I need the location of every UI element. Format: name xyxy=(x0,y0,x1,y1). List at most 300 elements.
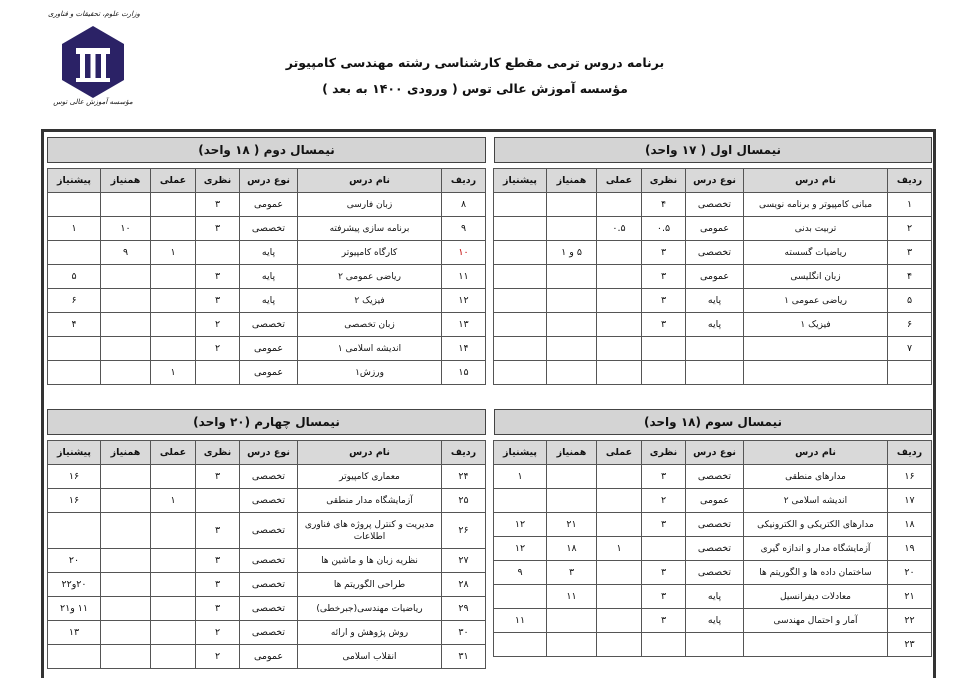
corequisite-cell xyxy=(547,337,597,361)
course-name-cell: مبانی کامپیوتر و برنامه نویسی xyxy=(744,193,888,217)
prerequisite-cell xyxy=(48,361,101,385)
row-number-cell: ۴ xyxy=(888,265,932,289)
semester-1-section xyxy=(494,137,932,385)
prerequisite-cell: ۱۲ xyxy=(494,537,547,561)
semester-1-table xyxy=(493,168,932,385)
course-name-cell xyxy=(744,633,888,657)
prerequisite-cell: ۴ xyxy=(48,313,101,337)
course-type-cell: پایه xyxy=(240,265,298,289)
corequisite-cell: ۳ xyxy=(547,561,597,585)
table-header-row xyxy=(48,441,486,465)
theory-units-cell: ۳ xyxy=(196,465,240,489)
column-header-corequisite: همنیاز xyxy=(101,169,151,193)
corequisite-cell xyxy=(547,361,597,385)
row-number-cell: ۳۱ xyxy=(442,645,486,669)
course-name-cell xyxy=(744,337,888,361)
course-type-cell: تخصصی xyxy=(686,241,744,265)
row-number-cell: ۱۵ xyxy=(442,361,486,385)
theory-units-cell: ۳ xyxy=(196,289,240,313)
row-number-cell: ۲۷ xyxy=(442,549,486,573)
table-row xyxy=(48,361,486,385)
table-row xyxy=(48,265,486,289)
table-row xyxy=(494,465,932,489)
column-header-row-number: ردیف xyxy=(888,441,932,465)
theory-units-cell xyxy=(642,633,686,657)
prerequisite-cell xyxy=(48,193,101,217)
theory-units-cell: ۲ xyxy=(196,337,240,361)
prerequisite-cell: ۱۶ xyxy=(48,465,101,489)
table-row xyxy=(48,549,486,573)
course-type-cell: عمومی xyxy=(240,645,298,669)
course-type-cell: تخصصی xyxy=(240,489,298,513)
course-type-cell: تخصصی xyxy=(240,217,298,241)
corequisite-cell: ۵ و ۱ xyxy=(547,241,597,265)
theory-units-cell: ۳ xyxy=(196,513,240,549)
corequisite-cell: ۹ xyxy=(101,241,151,265)
course-type-cell: تخصصی xyxy=(240,465,298,489)
column-header-corequisite: همنیاز xyxy=(547,169,597,193)
prerequisite-cell: ۹ xyxy=(494,561,547,585)
practical-units-cell xyxy=(597,313,642,337)
theory-units-cell: ۰.۵ xyxy=(642,217,686,241)
theory-units-cell xyxy=(642,537,686,561)
theory-units-cell: ۳ xyxy=(642,513,686,537)
course-type-cell: عمومی xyxy=(240,337,298,361)
column-header-practical-units: عملی xyxy=(151,441,196,465)
column-header-prerequisite: پیشنیاز xyxy=(494,169,547,193)
row-number-cell: ۱۸ xyxy=(888,513,932,537)
course-type-cell xyxy=(686,361,744,385)
course-type-cell: عمومی xyxy=(240,361,298,385)
prerequisite-cell xyxy=(494,585,547,609)
prerequisite-cell xyxy=(48,513,101,549)
column-header-prerequisite: پیشنیاز xyxy=(48,441,101,465)
practical-units-cell xyxy=(597,337,642,361)
row-number-cell: ۷ xyxy=(888,337,932,361)
table-row xyxy=(48,573,486,597)
course-type-cell: تخصصی xyxy=(686,513,744,537)
practical-units-cell xyxy=(597,465,642,489)
theory-units-cell: ۲ xyxy=(196,645,240,669)
row-number-cell: ۲۱ xyxy=(888,585,932,609)
semester-4-table xyxy=(47,440,486,669)
practical-units-cell xyxy=(597,633,642,657)
practical-units-cell xyxy=(597,585,642,609)
column-header-row-number: ردیف xyxy=(442,169,486,193)
semester-4-section xyxy=(47,409,486,669)
column-header-course-name: نام درس xyxy=(298,169,442,193)
prerequisite-cell xyxy=(48,645,101,669)
prerequisite-cell: ۱۶ xyxy=(48,489,101,513)
table-row xyxy=(48,193,486,217)
course-name-cell: مدارهای منطقی xyxy=(744,465,888,489)
institute-label: مؤسسه آموزش عالی توس xyxy=(53,98,133,106)
corequisite-cell xyxy=(101,549,151,573)
table-row xyxy=(494,193,932,217)
course-name-cell: ریاضی عمومی ۲ xyxy=(298,265,442,289)
theory-units-cell: ۳ xyxy=(642,289,686,313)
page-title: برنامه دروس ترمی مقطع کارشناسی رشته مهندسی کامپیوتر xyxy=(285,55,665,70)
prerequisite-cell: ۱۱ و۲۱ xyxy=(48,597,101,621)
prerequisite-cell xyxy=(48,241,101,265)
practical-units-cell: ۱ xyxy=(151,361,196,385)
row-number-cell xyxy=(888,361,932,385)
theory-units-cell: ۳ xyxy=(196,549,240,573)
prerequisite-cell xyxy=(494,633,547,657)
practical-units-cell: ۱ xyxy=(597,537,642,561)
corequisite-cell xyxy=(101,621,151,645)
prerequisite-cell: ۱ xyxy=(494,465,547,489)
ministry-label: وزارت علوم، تحقیقات و فناوری xyxy=(48,10,140,18)
table-row xyxy=(48,513,486,549)
course-name-cell: اندیشه اسلامی ۲ xyxy=(744,489,888,513)
course-type-cell: تخصصی xyxy=(686,537,744,561)
column-header-course-type: نوع درس xyxy=(686,169,744,193)
course-type-cell: تخصصی xyxy=(240,597,298,621)
prerequisite-cell xyxy=(48,337,101,361)
course-type-cell: تخصصی xyxy=(240,573,298,597)
corequisite-cell xyxy=(101,265,151,289)
prerequisite-cell xyxy=(494,289,547,313)
course-name-cell: مدیریت و کنترل پروژه های فناوری اطلاعات xyxy=(298,513,442,549)
course-type-cell: پایه xyxy=(240,289,298,313)
theory-units-cell xyxy=(642,337,686,361)
row-number-cell: ۲۰ xyxy=(888,561,932,585)
practical-units-cell xyxy=(151,193,196,217)
column-header-practical-units: عملی xyxy=(597,441,642,465)
practical-units-cell xyxy=(151,621,196,645)
corequisite-cell: ۱۰ xyxy=(101,217,151,241)
corequisite-cell: ۲۱ xyxy=(547,513,597,537)
table-row xyxy=(494,337,932,361)
prerequisite-cell: ۱۲ xyxy=(494,513,547,537)
row-number-cell: ۲۶ xyxy=(442,513,486,549)
row-number-cell: ۲۹ xyxy=(442,597,486,621)
practical-units-cell xyxy=(597,265,642,289)
row-number-cell: ۲۳ xyxy=(888,633,932,657)
course-type-cell: پایه xyxy=(686,585,744,609)
practical-units-cell: ۱ xyxy=(151,241,196,265)
course-name-cell: آزمایشگاه مدار منطقی xyxy=(298,489,442,513)
table-row xyxy=(494,265,932,289)
table-row xyxy=(48,597,486,621)
theory-units-cell: ۳ xyxy=(642,241,686,265)
row-number-cell: ۵ xyxy=(888,289,932,313)
corequisite-cell xyxy=(547,313,597,337)
course-name-cell: تربیت بدنی xyxy=(744,217,888,241)
semester-1-title: نیمسال اول ( ۱۷ واحد) xyxy=(494,137,932,163)
course-name-cell: آزمایشگاه مدار و اندازه گیری xyxy=(744,537,888,561)
theory-units-cell: ۳ xyxy=(642,265,686,289)
row-number-cell: ۶ xyxy=(888,313,932,337)
course-name-cell: فیزیک ۱ xyxy=(744,313,888,337)
theory-units-cell xyxy=(196,241,240,265)
semester-2-section xyxy=(47,137,486,385)
theory-units-cell: ۳ xyxy=(642,609,686,633)
course-name-cell: اندیشه اسلامی ۱ xyxy=(298,337,442,361)
practical-units-cell xyxy=(151,289,196,313)
table-row xyxy=(494,217,932,241)
course-type-cell: پایه xyxy=(686,289,744,313)
row-number-cell: ۸ xyxy=(442,193,486,217)
theory-units-cell xyxy=(196,489,240,513)
column-header-course-type: نوع درس xyxy=(240,169,298,193)
course-type-cell: عمومی xyxy=(240,193,298,217)
row-number-cell: ۱۶ xyxy=(888,465,932,489)
theory-units-cell: ۳ xyxy=(642,585,686,609)
practical-units-cell xyxy=(151,573,196,597)
theory-units-cell xyxy=(642,361,686,385)
theory-units-cell: ۲ xyxy=(196,313,240,337)
prerequisite-cell xyxy=(494,217,547,241)
theory-units-cell: ۴ xyxy=(642,193,686,217)
theory-units-cell: ۳ xyxy=(642,561,686,585)
column-header-row-number: ردیف xyxy=(442,441,486,465)
corequisite-cell xyxy=(101,465,151,489)
prerequisite-cell: ۱۳ xyxy=(48,621,101,645)
semester-3-title: نیمسال سوم (۱۸ واحد) xyxy=(494,409,932,435)
table-row xyxy=(494,289,932,313)
course-name-cell: ریاضیات مهندسی(جبرخطی) xyxy=(298,597,442,621)
corequisite-cell xyxy=(547,289,597,313)
practical-units-cell xyxy=(151,597,196,621)
theory-units-cell: ۲ xyxy=(642,489,686,513)
practical-units-cell: ۱ xyxy=(151,489,196,513)
table-row xyxy=(48,465,486,489)
table-row xyxy=(494,537,932,561)
corequisite-cell xyxy=(547,193,597,217)
course-type-cell: عمومی xyxy=(686,265,744,289)
row-number-cell: ۳۰ xyxy=(442,621,486,645)
course-name-cell: ریاضی عمومی ۱ xyxy=(744,289,888,313)
row-number-cell: ۲۸ xyxy=(442,573,486,597)
column-header-prerequisite: پیشنیاز xyxy=(494,441,547,465)
column-header-course-type: نوع درس xyxy=(686,441,744,465)
corequisite-cell xyxy=(547,489,597,513)
practical-units-cell xyxy=(597,609,642,633)
institute-logo xyxy=(48,10,138,110)
table-row xyxy=(48,289,486,313)
theory-units-cell: ۳ xyxy=(196,217,240,241)
course-name-cell: زبان انگلیسی xyxy=(744,265,888,289)
course-type-cell: عمومی xyxy=(686,217,744,241)
prerequisite-cell xyxy=(494,265,547,289)
practical-units-cell xyxy=(151,313,196,337)
practical-units-cell: ۰.۵ xyxy=(597,217,642,241)
corequisite-cell xyxy=(101,361,151,385)
practical-units-cell xyxy=(151,337,196,361)
corequisite-cell xyxy=(101,193,151,217)
course-name-cell: برنامه سازی پیشرفته xyxy=(298,217,442,241)
table-row xyxy=(494,513,932,537)
practical-units-cell xyxy=(597,241,642,265)
practical-units-cell xyxy=(151,513,196,549)
table-row xyxy=(494,361,932,385)
column-header-prerequisite: پیشنیاز xyxy=(48,169,101,193)
course-name-cell: معادلات دیفرانسیل xyxy=(744,585,888,609)
course-name-cell: زبان تخصصی xyxy=(298,313,442,337)
table-row xyxy=(494,609,932,633)
table-row xyxy=(494,585,932,609)
row-number-cell: ۱۰ xyxy=(442,241,486,265)
corequisite-cell xyxy=(547,633,597,657)
table-row xyxy=(494,561,932,585)
column-header-course-name: نام درس xyxy=(744,441,888,465)
prerequisite-cell: ۱۱ xyxy=(494,609,547,633)
prerequisite-cell: ۵ xyxy=(48,265,101,289)
course-type-cell: عمومی xyxy=(686,489,744,513)
semester-2-title: نیمسال دوم ( ۱۸ واحد) xyxy=(47,137,486,163)
corequisite-cell xyxy=(547,265,597,289)
column-header-row-number: ردیف xyxy=(888,169,932,193)
prerequisite-cell xyxy=(494,241,547,265)
table-row xyxy=(494,241,932,265)
row-number-cell: ۱۹ xyxy=(888,537,932,561)
corequisite-cell xyxy=(101,337,151,361)
column-header-course-name: نام درس xyxy=(744,169,888,193)
course-name-cell: آمار و احتمال مهندسی xyxy=(744,609,888,633)
table-row xyxy=(48,313,486,337)
course-type-cell: تخصصی xyxy=(686,465,744,489)
course-type-cell: تخصصی xyxy=(240,549,298,573)
row-number-cell: ۱۲ xyxy=(442,289,486,313)
corequisite-cell xyxy=(101,313,151,337)
practical-units-cell xyxy=(597,489,642,513)
table-row xyxy=(48,621,486,645)
semester-4-title: نیمسال چهارم (۲۰ واحد) xyxy=(47,409,486,435)
course-type-cell: تخصصی xyxy=(686,193,744,217)
table-row xyxy=(48,645,486,669)
practical-units-cell xyxy=(151,265,196,289)
course-name-cell: ریاضیات گسسته xyxy=(744,241,888,265)
theory-units-cell: ۲ xyxy=(196,621,240,645)
course-type-cell: تخصصی xyxy=(686,561,744,585)
corequisite-cell xyxy=(101,289,151,313)
corequisite-cell xyxy=(101,645,151,669)
row-number-cell: ۲ xyxy=(888,217,932,241)
theory-units-cell: ۳ xyxy=(196,265,240,289)
table-header-row xyxy=(494,441,932,465)
table-row xyxy=(48,241,486,265)
column-header-corequisite: همنیاز xyxy=(547,441,597,465)
practical-units-cell xyxy=(151,549,196,573)
theory-units-cell: ۳ xyxy=(196,573,240,597)
column-header-practical-units: عملی xyxy=(151,169,196,193)
row-number-cell: ۲۴ xyxy=(442,465,486,489)
table-header-row xyxy=(48,169,486,193)
prerequisite-cell xyxy=(494,489,547,513)
course-type-cell: پایه xyxy=(686,609,744,633)
table-row xyxy=(494,633,932,657)
row-number-cell: ۱۷ xyxy=(888,489,932,513)
row-number-cell: ۱ xyxy=(888,193,932,217)
prerequisite-cell xyxy=(494,361,547,385)
semester-3-table xyxy=(493,440,932,657)
practical-units-cell xyxy=(597,561,642,585)
course-name-cell: مدارهای الکتریکی و الکترونیکی xyxy=(744,513,888,537)
course-name-cell: معماری کامپیوتر xyxy=(298,465,442,489)
prerequisite-cell: ۶ xyxy=(48,289,101,313)
page-subtitle: مؤسسه آموزش عالی توس ( ورودی ۱۴۰۰ به بعد ) xyxy=(322,81,628,96)
practical-units-cell xyxy=(151,217,196,241)
semester-2-table xyxy=(47,168,486,385)
course-name-cell: فیزیک ۲ xyxy=(298,289,442,313)
table-row xyxy=(48,217,486,241)
table-row xyxy=(494,489,932,513)
course-name-cell: زبان فارسی xyxy=(298,193,442,217)
row-number-cell: ۳ xyxy=(888,241,932,265)
prerequisite-cell: ۱ xyxy=(48,217,101,241)
practical-units-cell xyxy=(597,361,642,385)
prerequisite-cell xyxy=(494,337,547,361)
course-name-cell xyxy=(744,361,888,385)
logo-emblem-icon xyxy=(62,26,124,98)
table-row xyxy=(48,489,486,513)
theory-units-cell: ۳ xyxy=(196,193,240,217)
practical-units-cell xyxy=(597,289,642,313)
theory-units-cell: ۳ xyxy=(196,597,240,621)
corequisite-cell: ۱۱ xyxy=(547,585,597,609)
column-header-theory-units: نظری xyxy=(642,441,686,465)
semester-3-section xyxy=(494,409,932,657)
corequisite-cell: ۱۸ xyxy=(547,537,597,561)
column-header-theory-units: نظری xyxy=(196,441,240,465)
course-type-cell: تخصصی xyxy=(240,621,298,645)
course-name-cell: ساختمان داده ها و الگوریتم ها xyxy=(744,561,888,585)
theory-units-cell: ۳ xyxy=(642,313,686,337)
column-header-course-name: نام درس xyxy=(298,441,442,465)
practical-units-cell xyxy=(597,193,642,217)
course-type-cell: تخصصی xyxy=(240,313,298,337)
practical-units-cell xyxy=(151,645,196,669)
corequisite-cell xyxy=(547,609,597,633)
corequisite-cell xyxy=(101,597,151,621)
course-type-cell xyxy=(686,633,744,657)
table-row xyxy=(48,337,486,361)
corequisite-cell xyxy=(101,489,151,513)
course-name-cell: انقلاب اسلامی xyxy=(298,645,442,669)
row-number-cell: ۹ xyxy=(442,217,486,241)
course-type-cell: تخصصی xyxy=(240,513,298,549)
course-name-cell: طراحی الگوریتم ها xyxy=(298,573,442,597)
corequisite-cell xyxy=(547,465,597,489)
column-header-course-type: نوع درس xyxy=(240,441,298,465)
theory-units-cell xyxy=(196,361,240,385)
table-row xyxy=(494,313,932,337)
practical-units-cell xyxy=(151,465,196,489)
table-header-row xyxy=(494,169,932,193)
corequisite-cell xyxy=(101,573,151,597)
row-number-cell: ۱۴ xyxy=(442,337,486,361)
corequisite-cell xyxy=(547,217,597,241)
row-number-cell: ۱۱ xyxy=(442,265,486,289)
row-number-cell: ۲۲ xyxy=(888,609,932,633)
practical-units-cell xyxy=(597,513,642,537)
course-type-cell xyxy=(686,337,744,361)
course-name-cell: نظریه زبان ها و ماشین ها xyxy=(298,549,442,573)
row-number-cell: ۱۳ xyxy=(442,313,486,337)
prerequisite-cell xyxy=(494,313,547,337)
course-name-cell: ورزش۱ xyxy=(298,361,442,385)
course-type-cell: پایه xyxy=(240,241,298,265)
course-name-cell: کارگاه کامپیوتر xyxy=(298,241,442,265)
prerequisite-cell: ۲۰و۲۲ xyxy=(48,573,101,597)
corequisite-cell xyxy=(101,513,151,549)
prerequisite-cell: ۲۰ xyxy=(48,549,101,573)
prerequisite-cell xyxy=(494,193,547,217)
course-type-cell: پایه xyxy=(686,313,744,337)
theory-units-cell: ۳ xyxy=(642,465,686,489)
